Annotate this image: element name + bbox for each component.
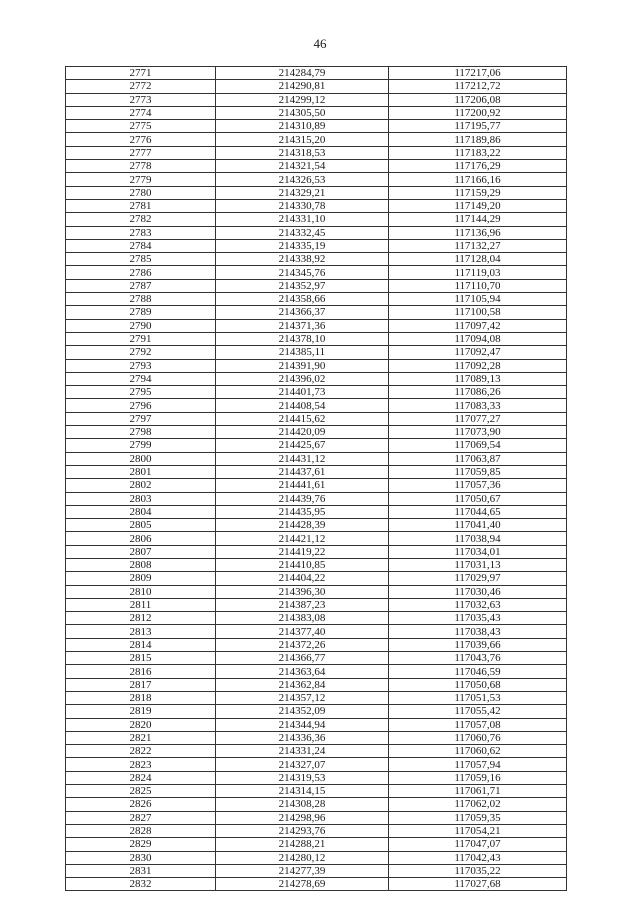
table-row	[66, 824, 567, 837]
x-coordinate-cell: 214308,28	[216, 798, 389, 811]
point-number-cell: 2809	[66, 572, 216, 585]
table-row	[66, 213, 567, 226]
x-coordinate-cell: 214332,45	[216, 226, 389, 239]
y-coordinate-cell: 117050,68	[389, 678, 567, 691]
point-number-cell: 2796	[66, 399, 216, 412]
table-row	[66, 93, 567, 106]
point-number-cell: 2774	[66, 106, 216, 119]
x-coordinate-cell: 214404,22	[216, 572, 389, 585]
x-coordinate-cell: 214358,66	[216, 293, 389, 306]
point-number-cell: 2829	[66, 838, 216, 851]
table-row	[66, 572, 567, 585]
table-row	[66, 851, 567, 864]
table-row	[66, 731, 567, 744]
point-number-cell: 2824	[66, 771, 216, 784]
y-coordinate-cell: 117047,07	[389, 838, 567, 851]
y-coordinate-cell: 117061,71	[389, 785, 567, 798]
table-row	[66, 106, 567, 119]
table-row	[66, 346, 567, 359]
x-coordinate-cell: 214327,07	[216, 758, 389, 771]
table-row	[66, 545, 567, 558]
x-coordinate-cell: 214288,21	[216, 838, 389, 851]
table-row	[66, 771, 567, 784]
x-coordinate-cell: 214326,53	[216, 173, 389, 186]
x-coordinate-cell: 214299,12	[216, 93, 389, 106]
point-number-cell: 2787	[66, 279, 216, 292]
point-number-cell: 2804	[66, 505, 216, 518]
table-row	[66, 465, 567, 478]
y-coordinate-cell: 117062,02	[389, 798, 567, 811]
y-coordinate-cell: 117041,40	[389, 519, 567, 532]
point-number-cell: 2793	[66, 359, 216, 372]
point-number-cell: 2777	[66, 146, 216, 159]
x-coordinate-cell: 214290,81	[216, 80, 389, 93]
y-coordinate-cell: 117132,27	[389, 239, 567, 252]
x-coordinate-cell: 214385,11	[216, 346, 389, 359]
x-coordinate-cell: 214352,97	[216, 279, 389, 292]
y-coordinate-cell: 117183,22	[389, 146, 567, 159]
point-number-cell: 2818	[66, 691, 216, 704]
point-number-cell: 2772	[66, 80, 216, 93]
x-coordinate-cell: 214377,40	[216, 625, 389, 638]
y-coordinate-cell: 117105,94	[389, 293, 567, 306]
point-number-cell: 2790	[66, 319, 216, 332]
y-coordinate-cell: 117144,29	[389, 213, 567, 226]
table-row	[66, 785, 567, 798]
table-row	[66, 798, 567, 811]
y-coordinate-cell: 117069,54	[389, 439, 567, 452]
x-coordinate-cell: 214431,12	[216, 452, 389, 465]
x-coordinate-cell: 214331,24	[216, 745, 389, 758]
table-row	[66, 691, 567, 704]
x-coordinate-cell: 214372,26	[216, 638, 389, 651]
x-coordinate-cell: 214315,20	[216, 133, 389, 146]
y-coordinate-cell: 117086,26	[389, 386, 567, 399]
point-number-cell: 2813	[66, 625, 216, 638]
table-row	[66, 452, 567, 465]
y-coordinate-cell: 117038,94	[389, 532, 567, 545]
table-row	[66, 226, 567, 239]
x-coordinate-cell: 214280,12	[216, 851, 389, 864]
table-row	[66, 585, 567, 598]
table-row	[66, 146, 567, 159]
x-coordinate-cell: 214383,08	[216, 612, 389, 625]
y-coordinate-cell: 117031,13	[389, 558, 567, 571]
y-coordinate-cell: 117059,85	[389, 465, 567, 478]
point-number-cell: 2807	[66, 545, 216, 558]
point-number-cell: 2832	[66, 878, 216, 891]
x-coordinate-cell: 214435,95	[216, 505, 389, 518]
table-row	[66, 67, 567, 80]
y-coordinate-cell: 117038,43	[389, 625, 567, 638]
table-row	[66, 186, 567, 199]
x-coordinate-cell: 214336,36	[216, 731, 389, 744]
x-coordinate-cell: 214437,61	[216, 465, 389, 478]
table-row	[66, 678, 567, 691]
point-number-cell: 2778	[66, 160, 216, 173]
y-coordinate-cell: 117083,33	[389, 399, 567, 412]
point-number-cell: 2797	[66, 412, 216, 425]
point-number-cell: 2820	[66, 718, 216, 731]
table-row	[66, 253, 567, 266]
table-row	[66, 492, 567, 505]
y-coordinate-cell: 117159,29	[389, 186, 567, 199]
x-coordinate-cell: 214277,39	[216, 864, 389, 877]
table-row	[66, 864, 567, 877]
x-coordinate-cell: 214344,94	[216, 718, 389, 731]
table-row	[66, 612, 567, 625]
x-coordinate-cell: 214329,21	[216, 186, 389, 199]
table-row	[66, 199, 567, 212]
y-coordinate-cell: 117051,53	[389, 691, 567, 704]
point-number-cell: 2817	[66, 678, 216, 691]
x-coordinate-cell: 214421,12	[216, 532, 389, 545]
point-number-cell: 2781	[66, 199, 216, 212]
y-coordinate-cell: 117030,46	[389, 585, 567, 598]
table-row	[66, 519, 567, 532]
point-number-cell: 2771	[66, 67, 216, 80]
point-number-cell: 2802	[66, 479, 216, 492]
point-number-cell: 2788	[66, 293, 216, 306]
y-coordinate-cell: 117043,76	[389, 652, 567, 665]
x-coordinate-cell: 214425,67	[216, 439, 389, 452]
point-number-cell: 2785	[66, 253, 216, 266]
point-number-cell: 2831	[66, 864, 216, 877]
x-coordinate-cell: 214415,62	[216, 412, 389, 425]
x-coordinate-cell: 214410,85	[216, 558, 389, 571]
point-number-cell: 2801	[66, 465, 216, 478]
x-coordinate-cell: 214366,77	[216, 652, 389, 665]
y-coordinate-cell: 117110,70	[389, 279, 567, 292]
y-coordinate-cell: 117089,13	[389, 372, 567, 385]
y-coordinate-cell: 117050,67	[389, 492, 567, 505]
x-coordinate-cell: 214366,37	[216, 306, 389, 319]
y-coordinate-cell: 117060,76	[389, 731, 567, 744]
y-coordinate-cell: 117097,42	[389, 319, 567, 332]
x-coordinate-cell: 214314,15	[216, 785, 389, 798]
y-coordinate-cell: 117189,86	[389, 133, 567, 146]
y-coordinate-cell: 117100,58	[389, 306, 567, 319]
x-coordinate-cell: 214352,09	[216, 705, 389, 718]
table-row	[66, 532, 567, 545]
point-number-cell: 2826	[66, 798, 216, 811]
y-coordinate-cell: 117217,06	[389, 67, 567, 80]
page-number: 46	[313, 36, 327, 51]
point-number-cell: 2808	[66, 558, 216, 571]
table-row	[66, 332, 567, 345]
table-row	[66, 319, 567, 332]
y-coordinate-cell: 117092,47	[389, 346, 567, 359]
table-row	[66, 838, 567, 851]
y-coordinate-cell: 117046,59	[389, 665, 567, 678]
y-coordinate-cell: 117054,21	[389, 824, 567, 837]
x-coordinate-cell: 214293,76	[216, 824, 389, 837]
x-coordinate-cell: 214391,90	[216, 359, 389, 372]
x-coordinate-cell: 214305,50	[216, 106, 389, 119]
x-coordinate-cell: 214387,23	[216, 598, 389, 611]
table-row	[66, 625, 567, 638]
point-number-cell: 2783	[66, 226, 216, 239]
point-number-cell: 2805	[66, 519, 216, 532]
x-coordinate-cell: 214401,73	[216, 386, 389, 399]
x-coordinate-cell: 214428,39	[216, 519, 389, 532]
x-coordinate-cell: 214408,54	[216, 399, 389, 412]
y-coordinate-cell: 117034,01	[389, 545, 567, 558]
table-row	[66, 120, 567, 133]
table-row	[66, 412, 567, 425]
point-number-cell: 2773	[66, 93, 216, 106]
y-coordinate-cell: 117077,27	[389, 412, 567, 425]
x-coordinate-cell: 214298,96	[216, 811, 389, 824]
table-row	[66, 306, 567, 319]
point-number-cell: 2784	[66, 239, 216, 252]
table-row	[66, 133, 567, 146]
point-number-cell: 2799	[66, 439, 216, 452]
x-coordinate-cell: 214310,89	[216, 120, 389, 133]
x-coordinate-cell: 214357,12	[216, 691, 389, 704]
table-row	[66, 705, 567, 718]
y-coordinate-cell: 117060,62	[389, 745, 567, 758]
point-number-cell: 2830	[66, 851, 216, 864]
x-coordinate-cell: 214371,36	[216, 319, 389, 332]
y-coordinate-cell: 117136,96	[389, 226, 567, 239]
point-number-cell: 2776	[66, 133, 216, 146]
x-coordinate-cell: 214396,02	[216, 372, 389, 385]
x-coordinate-cell: 214396,30	[216, 585, 389, 598]
table-row	[66, 439, 567, 452]
point-number-cell: 2786	[66, 266, 216, 279]
point-number-cell: 2780	[66, 186, 216, 199]
table-row	[66, 173, 567, 186]
y-coordinate-cell: 117176,29	[389, 160, 567, 173]
y-coordinate-cell: 117035,43	[389, 612, 567, 625]
point-number-cell: 2815	[66, 652, 216, 665]
coordinates-table	[65, 66, 567, 891]
table-row	[66, 293, 567, 306]
x-coordinate-cell: 214335,19	[216, 239, 389, 252]
x-coordinate-cell: 214330,78	[216, 199, 389, 212]
point-number-cell: 2819	[66, 705, 216, 718]
table-row	[66, 479, 567, 492]
point-number-cell: 2791	[66, 332, 216, 345]
point-number-cell: 2821	[66, 731, 216, 744]
x-coordinate-cell: 214278,69	[216, 878, 389, 891]
table-row	[66, 239, 567, 252]
x-coordinate-cell: 214338,92	[216, 253, 389, 266]
y-coordinate-cell: 117195,77	[389, 120, 567, 133]
table-row	[66, 558, 567, 571]
x-coordinate-cell: 214345,76	[216, 266, 389, 279]
x-coordinate-cell: 214441,61	[216, 479, 389, 492]
x-coordinate-cell: 214284,79	[216, 67, 389, 80]
table-row	[66, 386, 567, 399]
point-number-cell: 2775	[66, 120, 216, 133]
point-number-cell: 2828	[66, 824, 216, 837]
table-row	[66, 652, 567, 665]
y-coordinate-cell: 117166,16	[389, 173, 567, 186]
y-coordinate-cell: 117057,36	[389, 479, 567, 492]
y-coordinate-cell: 117206,08	[389, 93, 567, 106]
table-row	[66, 359, 567, 372]
point-number-cell: 2803	[66, 492, 216, 505]
y-coordinate-cell: 117029,97	[389, 572, 567, 585]
table-row	[66, 266, 567, 279]
y-coordinate-cell: 117212,72	[389, 80, 567, 93]
y-coordinate-cell: 117094,08	[389, 332, 567, 345]
point-number-cell: 2794	[66, 372, 216, 385]
point-number-cell: 2779	[66, 173, 216, 186]
y-coordinate-cell: 117035,22	[389, 864, 567, 877]
y-coordinate-cell: 117059,16	[389, 771, 567, 784]
point-number-cell: 2812	[66, 612, 216, 625]
point-number-cell: 2827	[66, 811, 216, 824]
point-number-cell: 2806	[66, 532, 216, 545]
point-number-cell: 2782	[66, 213, 216, 226]
y-coordinate-cell: 117039,66	[389, 638, 567, 651]
point-number-cell: 2789	[66, 306, 216, 319]
y-coordinate-cell: 117128,04	[389, 253, 567, 266]
table-row	[66, 878, 567, 891]
x-coordinate-cell: 214362,84	[216, 678, 389, 691]
table-row	[66, 598, 567, 611]
point-number-cell: 2825	[66, 785, 216, 798]
x-coordinate-cell: 214363,64	[216, 665, 389, 678]
x-coordinate-cell: 214319,53	[216, 771, 389, 784]
point-number-cell: 2811	[66, 598, 216, 611]
table-row	[66, 80, 567, 93]
table-row	[66, 426, 567, 439]
y-coordinate-cell: 117042,43	[389, 851, 567, 864]
table-row	[66, 279, 567, 292]
x-coordinate-cell: 214378,10	[216, 332, 389, 345]
point-number-cell: 2798	[66, 426, 216, 439]
x-coordinate-cell: 214318,53	[216, 146, 389, 159]
x-coordinate-cell: 214419,22	[216, 545, 389, 558]
x-coordinate-cell: 214321,54	[216, 160, 389, 173]
table-row	[66, 745, 567, 758]
coordinates-table-body	[66, 67, 567, 891]
y-coordinate-cell: 117032,63	[389, 598, 567, 611]
table-row	[66, 399, 567, 412]
y-coordinate-cell: 117119,03	[389, 266, 567, 279]
table-row	[66, 638, 567, 651]
point-number-cell: 2814	[66, 638, 216, 651]
y-coordinate-cell: 117027,68	[389, 878, 567, 891]
point-number-cell: 2816	[66, 665, 216, 678]
table-row	[66, 505, 567, 518]
point-number-cell: 2823	[66, 758, 216, 771]
point-number-cell: 2795	[66, 386, 216, 399]
y-coordinate-cell: 117057,94	[389, 758, 567, 771]
table-row	[66, 718, 567, 731]
table-row	[66, 372, 567, 385]
y-coordinate-cell: 117057,08	[389, 718, 567, 731]
y-coordinate-cell: 117055,42	[389, 705, 567, 718]
y-coordinate-cell: 117092,28	[389, 359, 567, 372]
point-number-cell: 2810	[66, 585, 216, 598]
y-coordinate-cell: 117073,90	[389, 426, 567, 439]
y-coordinate-cell: 117149,20	[389, 199, 567, 212]
x-coordinate-cell: 214439,76	[216, 492, 389, 505]
table-row	[66, 758, 567, 771]
x-coordinate-cell: 214420,09	[216, 426, 389, 439]
y-coordinate-cell: 117059,35	[389, 811, 567, 824]
point-number-cell: 2822	[66, 745, 216, 758]
table-row	[66, 811, 567, 824]
y-coordinate-cell: 117063,87	[389, 452, 567, 465]
y-coordinate-cell: 117200,92	[389, 106, 567, 119]
point-number-cell: 2800	[66, 452, 216, 465]
table-row	[66, 665, 567, 678]
y-coordinate-cell: 117044,65	[389, 505, 567, 518]
x-coordinate-cell: 214331,10	[216, 213, 389, 226]
point-number-cell: 2792	[66, 346, 216, 359]
table-row	[66, 160, 567, 173]
